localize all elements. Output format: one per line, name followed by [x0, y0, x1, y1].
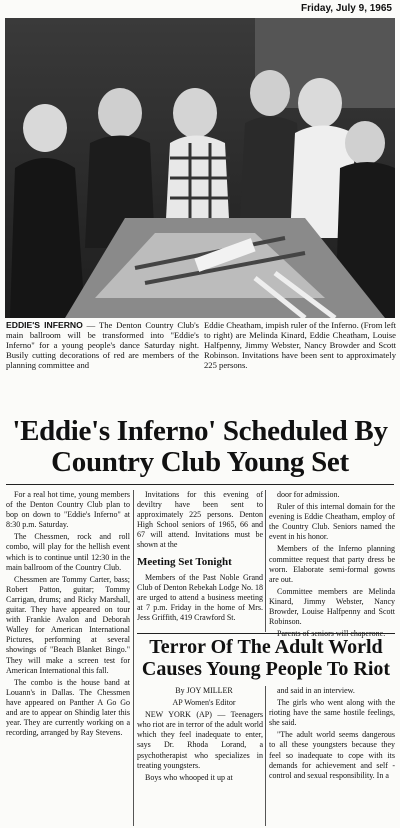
byline: By JOY MILLER: [175, 686, 233, 695]
article2-paragraph: and said in an interview.: [277, 686, 355, 695]
article1-column-3: [269, 490, 395, 641]
meeting-paragraph: Members of the Past Noble Grand Club of Denton Rebekah Lodge No. 18 are urged to attend a business meeting at 7 p.m. Friday in the home of Mrs. Jess Griffith, 419 Crawford St.: [137, 572, 263, 622]
article1-paragraph: Committee members are Melinda Kinard, Jimmy Webster, Nancy Browder, Louise Halfpenny and Scott Robinson.: [269, 586, 395, 627]
article2-paragraph: Boys who whooped it up at: [145, 772, 233, 782]
caption-lead: EDDIE'S INFERNO: [6, 320, 83, 330]
main-headline: 'Eddie's Inferno' Scheduled By Country Club Young Set: [12, 415, 388, 478]
photo-illustration: [5, 18, 395, 318]
meeting-subhead: Meeting Set Tonight: [137, 555, 232, 568]
article1-paragraph: The combo is the house band at Louann's in Dallas. The Chessmen have appeared on Panther A Go Go and are to appear on Shindig later this year. They are currently working on a recording, arranged by Ray Stevens.: [6, 677, 130, 738]
article1-paragraph: Ruler of this internal domain for the evening is Eddie Cheatham, employ of the Country Club. Seniors named the event in his honor.: [269, 502, 395, 542]
article1-paragraph: door for admission.: [277, 490, 340, 499]
article2-column-2: [269, 686, 395, 783]
column-divider: [265, 490, 266, 632]
article2-paragraph: NEW YORK (AP) — Teenagers who riot are in terror of the adult world which they feel inadequate to enter, says Dr. Rhoda Lorand, a psychotherapist who specializes in treating youngsters.: [137, 710, 263, 770]
article2-paragraph: "The adult world seems dangerous to all these youngsters because they feel so inadequate to cope with its demands for achievement and self - control and sexual responsibility. In a: [269, 730, 395, 780]
headline-rule: [6, 484, 394, 485]
article1-column-2: [137, 490, 263, 625]
news-photo: [5, 18, 395, 318]
column-divider: [265, 686, 266, 826]
caption-left-text: — The Denton Country Club's main ballroom will be transformed into "Eddie's Inferno" for a young people's dance Saturday night. Busily cutting decorations of red are members of the planning committee and: [6, 320, 199, 370]
byline-title: AP Women's Editor: [172, 698, 236, 708]
article1-paragraph: Members of the Inferno planning committee request that party dress be worn. Elaborate semi-formal gowns are out.: [269, 544, 395, 584]
second-headline: Terror Of The Adult World Causes Young People To Riot: [141, 636, 391, 680]
article1-paragraph: Chessmen are Tommy Carter, bass; Robert Patton, guitar; Tommy Carrigan, drums; and Ricky Marshall, guitar. They have appeared on tour with Frankie Avalon and Deborah Walley for American International Pictures, performing at several showings of "Beach Blanket Bingo." They will make a screen test for American International this fall.: [6, 574, 130, 675]
article1-column-1: [6, 490, 130, 740]
article1-paragraph: For a real hot time, young members of the Denton Country Club plan to bop on down to "Eddie's Inferno" at 8:30 p.m. Saturday.: [6, 490, 130, 530]
article1-paragraph: Invitations for this evening of deviltry have been sent to approximately 225 persons. Denton High School seniors of 1965, 66 and 67 will attend. Invitations must be shown at the: [137, 490, 263, 550]
photo-caption-left: [6, 320, 199, 370]
dateline: Friday, July 9, 1965: [301, 3, 392, 14]
column-divider: [133, 490, 134, 826]
article2-column-1: [137, 686, 263, 785]
article1-paragraph: The Chessmen, rock and roll combo, will play for the hellish event which is to continue until 12:30 in the main ballroom of the Country Club.: [6, 532, 130, 572]
article2-paragraph: The girls who went along with the rioting have the same hostile feelings, she said.: [269, 698, 395, 728]
photo-caption-right: Eddie Cheatham, impish ruler of the Inferno. (From left to right) are Melinda Kinard, Eddie Cheatham, Louise Halfpenny, Jimmy Webster, Nancy Browder and Scott Robinson. Invitations have been sent to approximately 225 persons.: [204, 320, 396, 370]
section-rule: [137, 633, 395, 634]
